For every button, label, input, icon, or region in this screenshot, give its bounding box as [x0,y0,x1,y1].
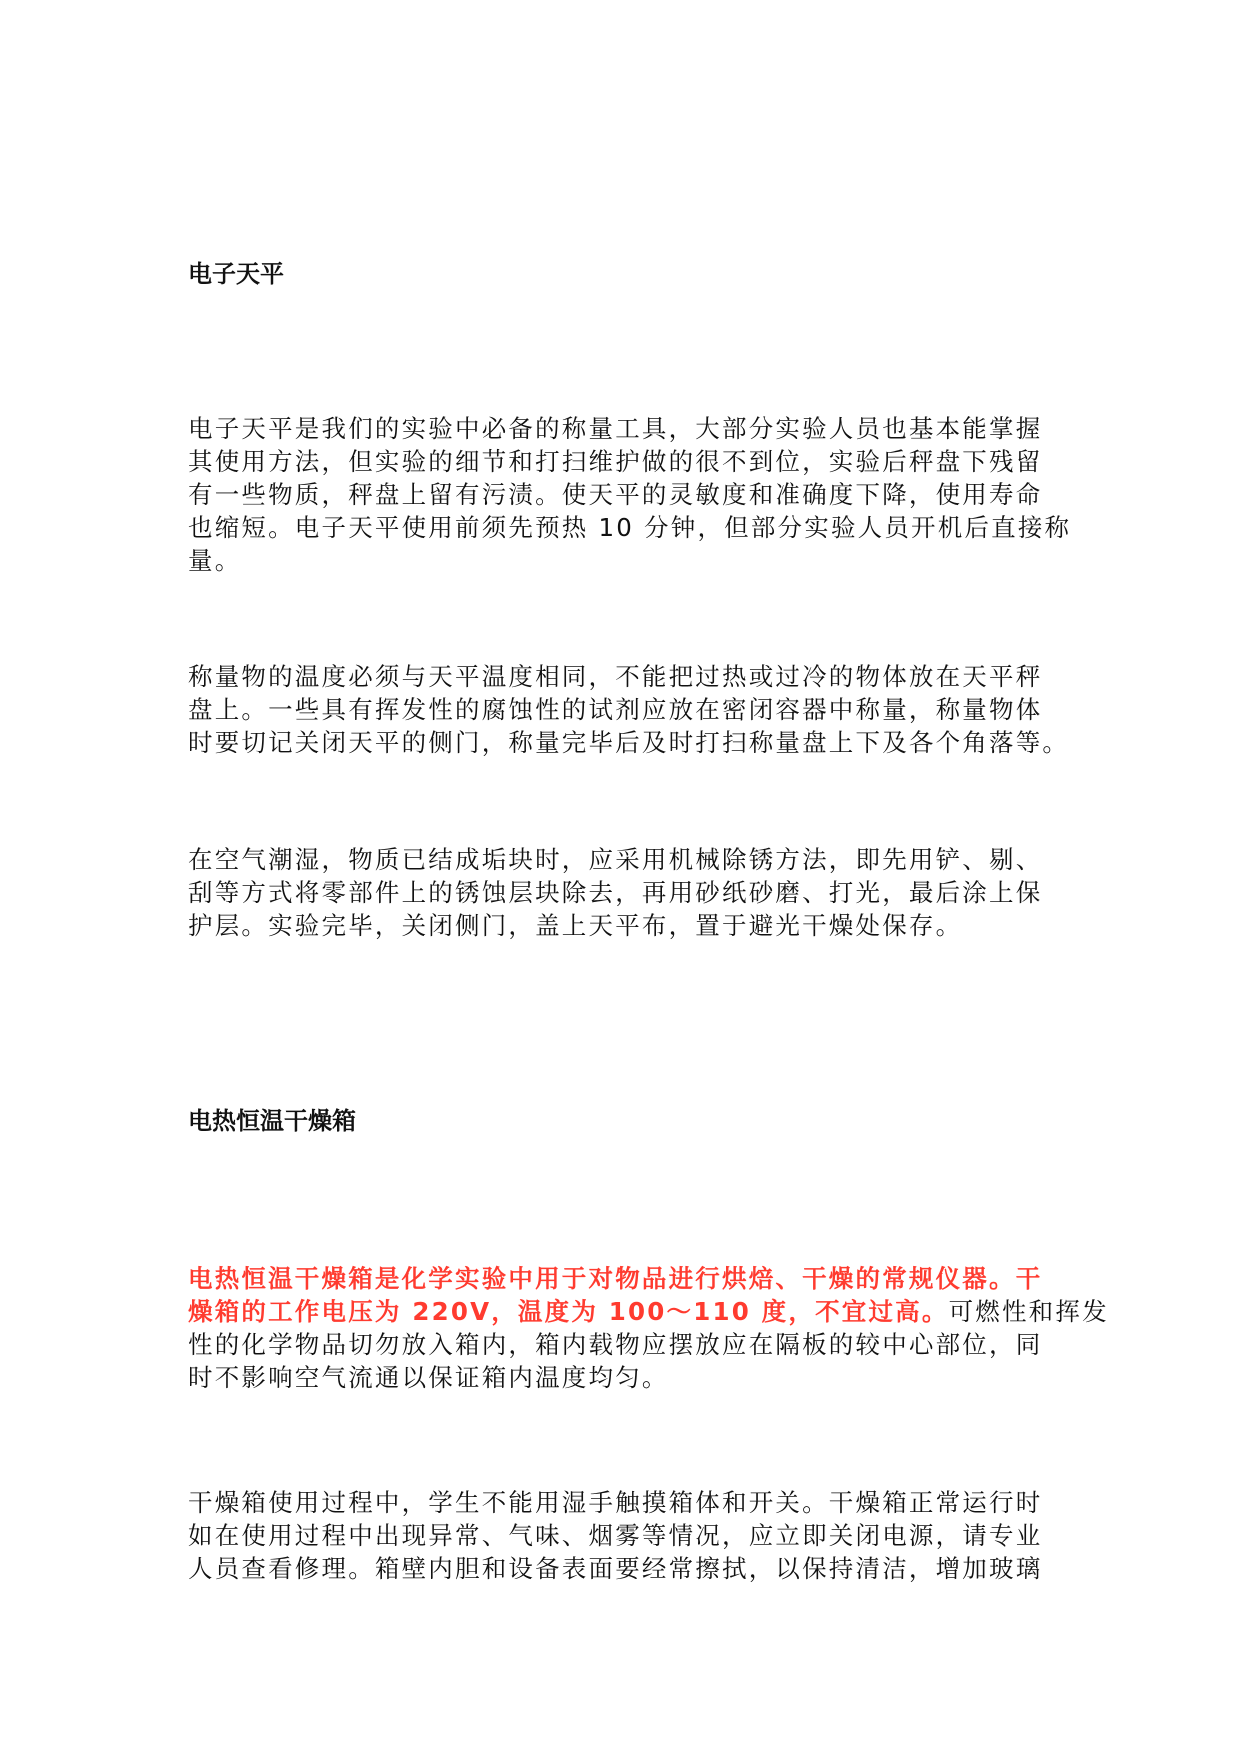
balance-paragraph-1 [188,412,1072,577]
oven-paragraph-2 [188,1486,1060,1585]
balance-paragraph-3 [188,843,1060,942]
highlighted-text: 燥箱的工作电压为 220V，温度为 100～110 度，不宜过高。 [188,1297,949,1326]
paragraph-line: 盘上。一些具有挥发性的腐蚀性的试剂应放在密闭容器中称量，称量物体 [188,695,1043,724]
plain-text: 可燃性和挥发 [948,1297,1109,1326]
paragraph-line: 性的化学物品切勿放入箱内，箱内载物应摆放应在隔板的较中心部位，同 [188,1330,1043,1359]
paragraph-line: 量。 [188,546,242,575]
paragraph-line: 称量物的温度必须与天平温度相同，不能把过热或过冷的物体放在天平秤 [188,662,1043,691]
paragraph-line: 如在使用过程中出现异常、气味、烟雾等情况，应立即关闭电源，请专业 [188,1521,1043,1550]
paragraph-line: 其使用方法，但实验的细节和打扫维护做的很不到位，实验后秤盘下残留 [188,447,1043,476]
paragraph-line: 电子天平是我们的实验中必备的称量工具，大部分实验人员也基本能掌握 [188,414,1043,443]
paragraph-line: 干燥箱使用过程中，学生不能用湿手触摸箱体和开关。干燥箱正常运行时 [188,1488,1043,1517]
mixed-line [188,1295,1109,1328]
oven-paragraph-1 [188,1262,1109,1394]
paragraph-line: 人员查看修理。箱壁内胆和设备表面要经常擦拭，以保持清洁，增加玻璃 [188,1554,1043,1583]
paragraph-line: 也缩短。电子天平使用前须先预热 10 分钟，但部分实验人员开机后直接称 [188,513,1072,542]
section-title-electronic-balance: 电子天平 [188,260,284,288]
section-title-drying-oven: 电热恒温干燥箱 [188,1107,356,1135]
paragraph-line: 有一些物质，秤盘上留有污渍。使天平的灵敏度和准确度下降，使用寿命 [188,480,1043,509]
paragraph-line: 在空气潮湿，物质已结成垢块时，应采用机械除锈方法，即先用铲、剔、 [188,845,1043,874]
paragraph-line: 护层。实验完毕，关闭侧门，盖上天平布，置于避光干燥处保存。 [188,911,963,940]
highlighted-line: 电热恒温干燥箱是化学实验中用于对物品进行烘焙、干燥的常规仪器。干 [188,1264,1043,1293]
paragraph-line: 时要切记关闭天平的侧门，称量完毕后及时打扫称量盘上下及各个角落等。 [188,728,1070,757]
balance-paragraph-2 [188,660,1070,759]
paragraph-line: 刮等方式将零部件上的锈蚀层块除去，再用砂纸砂磨、打光，最后涂上保 [188,878,1043,907]
paragraph-line: 时不影响空气流通以保证箱内温度均匀。 [188,1363,669,1392]
